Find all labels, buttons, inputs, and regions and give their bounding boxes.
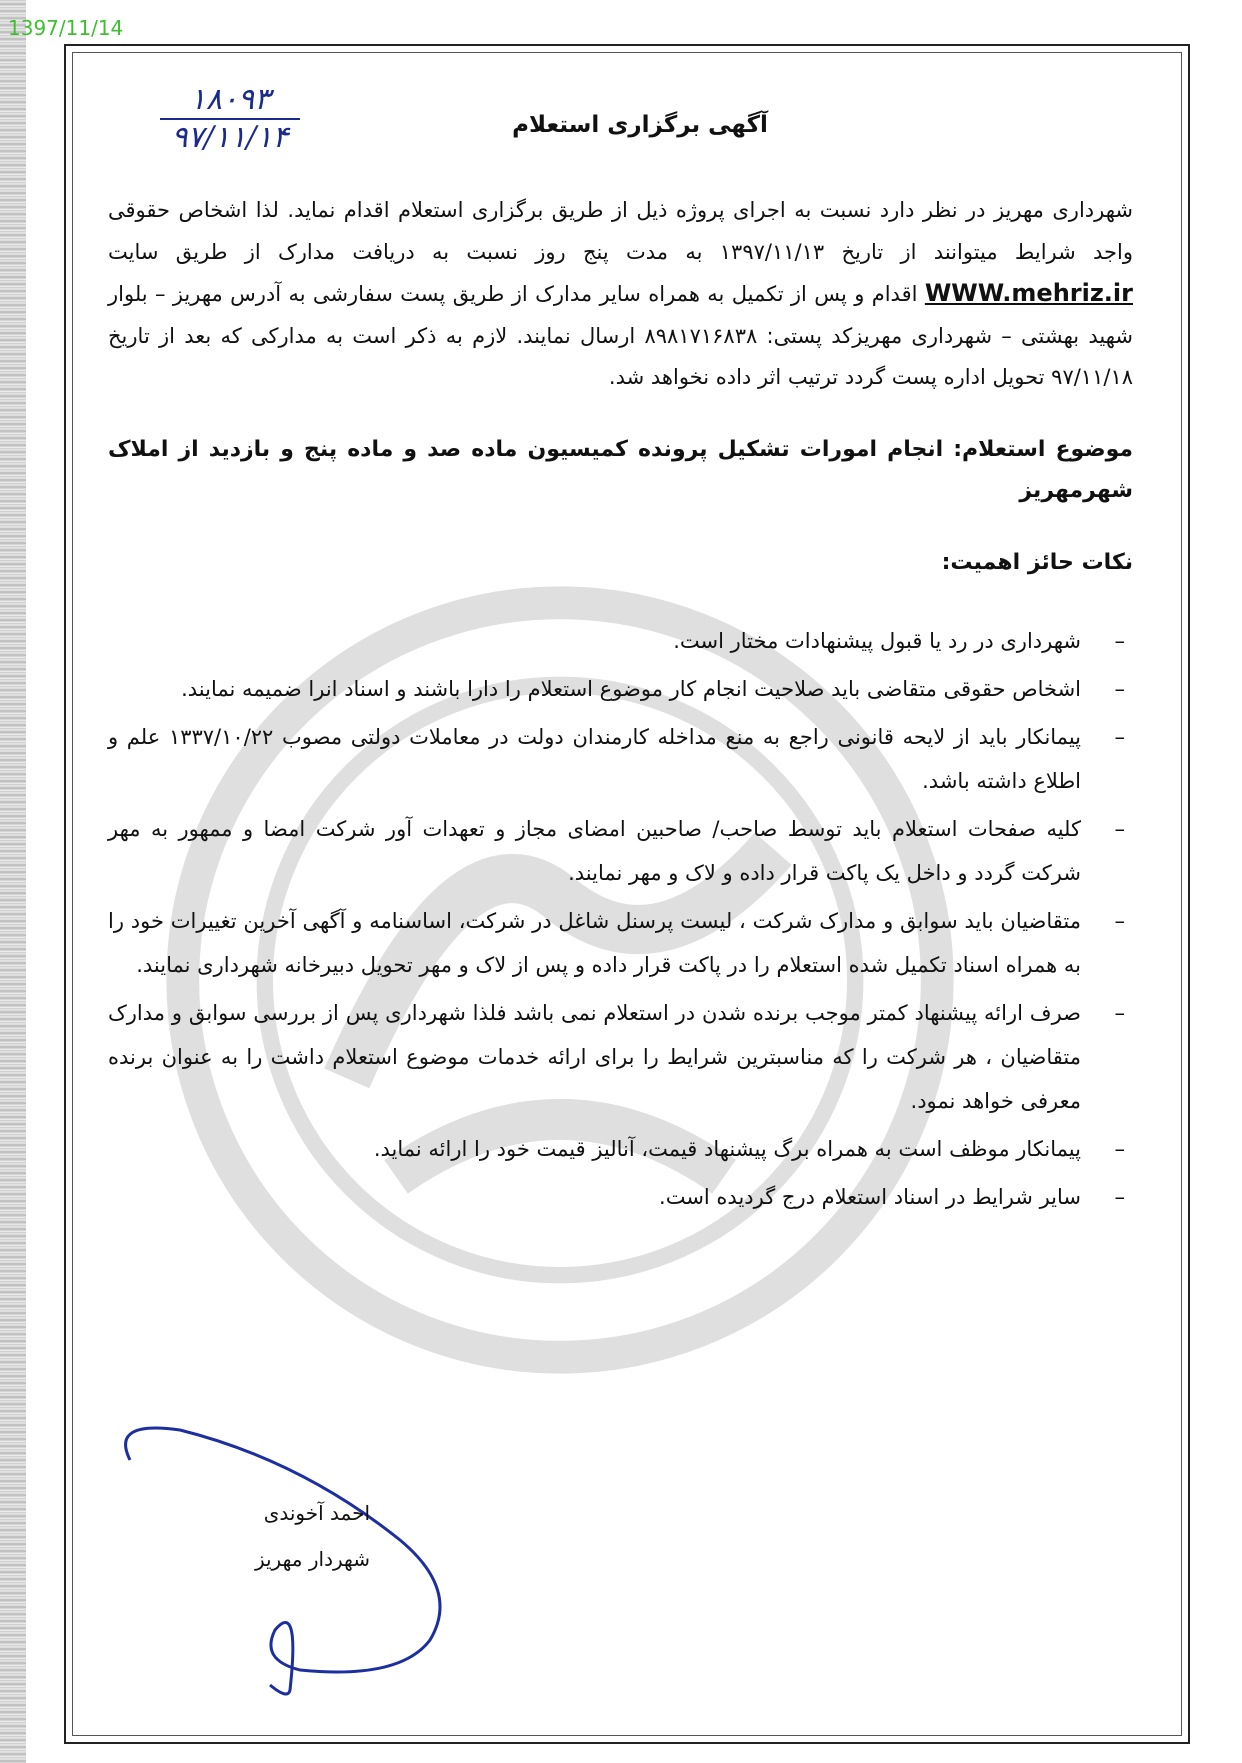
notes-heading: نکات حائز اهمیت: xyxy=(941,549,1133,575)
intro-text-part2: اقدام و پس از تکمیل به همراه سایر مدارک از طریق پست سفارشی به آدرس مهریز – بلوار شهید بهشتی – شهرداری مهریزکد پستی: ۸۹۸۱۷۱۶۸۳۸ ارسال نمایند. لازم به ذکر است به مدارکی که بعد از تاریخ ۹۷/۱۱/۱۸ تحویل اداره پست گردد ترتیب اثر داده نخواهد شد. xyxy=(108,282,1134,389)
stamp-date: 1397/11/14 xyxy=(8,16,124,40)
page-title: آگهی برگزاری استعلام xyxy=(512,112,768,138)
intro-text-part1: شهرداری مهریز در نظر دارد نسبت به اجرای پروژه ذیل از طریق برگزاری استعلام اقدام نماید. لذا اشخاص حقوقی واجد شرایط میتوانند از تاریخ ۱۳۹۷/۱۱/۱۳ به مدت پنج روز نسبت به دریافت مدارک از طریق سایت xyxy=(108,198,1133,264)
signer-name: احمد آخوندی xyxy=(263,1501,370,1525)
handwritten-registration xyxy=(160,82,300,162)
website-link[interactable]: WWW.mehriz.ir xyxy=(924,279,1133,307)
notes-list xyxy=(108,619,1133,1219)
signature-block xyxy=(200,1490,370,1582)
list-item: – متقاضیان باید سوابق و مدارک شرکت ، لیست پرسنل شاغل در شرکت، اساسنامه و آگهی آخرین تغییرات خود را به همراه اسناد تکمیل شده استعلام را در پاکت قرار داده و پس از لاک و مهر تحویل دبیرخانه شهرداری نمایند. xyxy=(108,899,1133,987)
intro-paragraph xyxy=(108,190,1133,399)
list-item: – سایر شرایط در اسناد استعلام درج گردیده است. xyxy=(108,1175,1133,1219)
list-item: – اشخاص حقوقی متقاضی باید صلاحیت انجام کار موضوع استعلام را دارا باشند و اسناد انرا ضمیمه نمایند. xyxy=(108,667,1133,711)
subject-line: موضوع استعلام: انجام امورات تشکیل پرونده کمیسیون ماده صد و ماده پنج و بازدید از املاک شهرمهریز xyxy=(108,436,1133,503)
list-item: – صرف ارائه پیشنهاد کمتر موجب برنده شدن در استعلام نمی باشد فلذا شهرداری پس از بررسی سوابق و مدارک متقاضیان ، هر شرکت را که مناسبترین شرایط را برای ارائه خدمات موضوع استعلام داشت را به عنوان برنده معرفی خواهد نمود. xyxy=(108,991,1133,1123)
document-body xyxy=(108,190,1133,1223)
list-item: – شهرداری در رد یا قبول پیشنهادات مختار است. xyxy=(108,619,1133,663)
handwritten-date: ۹۷/۱۱/۱۴ xyxy=(171,120,289,155)
list-item: – پیمانکار باید از لایحه قانونی راجع به منع مداخله کارمندان دولت در معاملات دولتی مصوب ۱۳۳۷/۱۰/۲۲ علم و اطلاع داشته باشد. xyxy=(108,715,1133,803)
handwritten-number: ۱۸۰۹۳ xyxy=(160,82,300,120)
list-item: – کلیه صفحات استعلام باید توسط صاحب/ صاحبین امضای مجاز و تعهدات آور شرکت امضا و ممهور به مهر شرکت گردد و داخل یک پاکت قرار داده و لاک و مهر نمایند. xyxy=(108,807,1133,895)
signer-position: شهردار مهریز xyxy=(254,1547,370,1571)
list-item: – پیمانکار موظف است به همراه برگ پیشنهاد قیمت، آنالیز قیمت خود را ارائه نماید. xyxy=(108,1127,1133,1171)
scan-edge xyxy=(0,0,26,1763)
